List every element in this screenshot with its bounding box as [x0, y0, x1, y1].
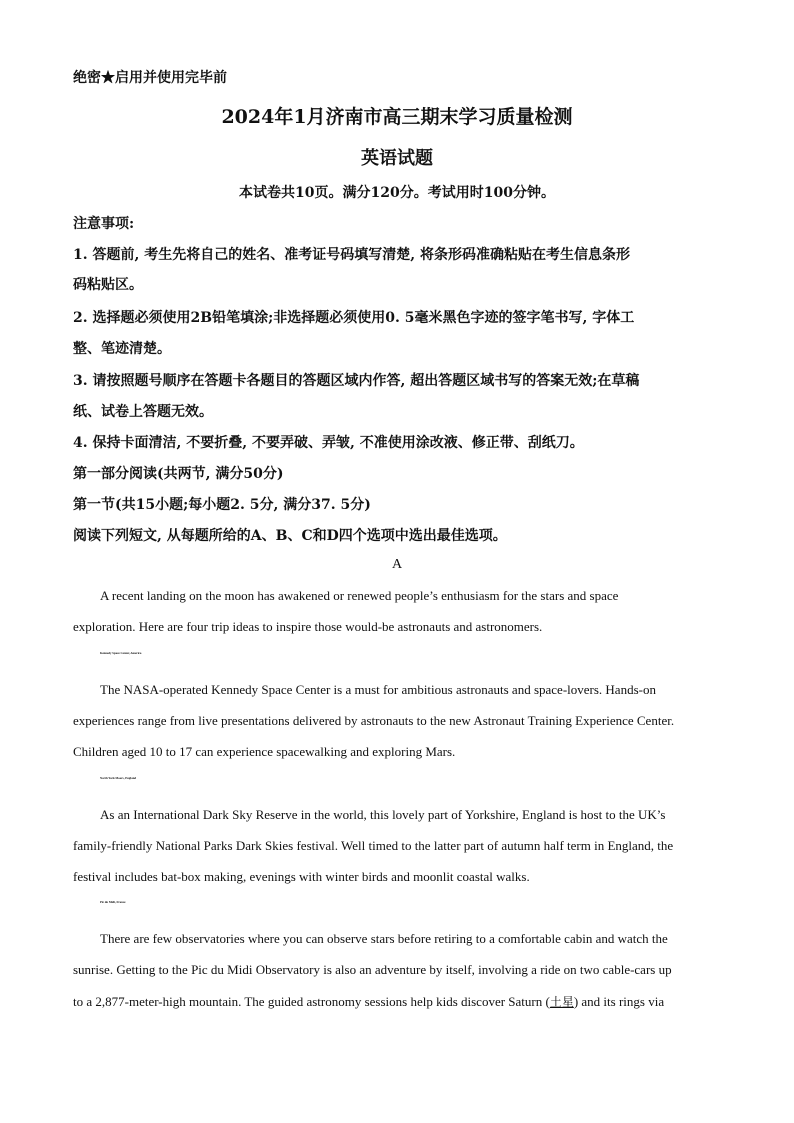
note-3-line-1: 3. 请按照题号顺序在答题卡各题目的答题区域内作答, 超出答题区域书写的答案无效;在草稿	[73, 373, 640, 389]
pic-du-midi-line-1: There are few observatories where you can observe stars before retiring to a comfortable cabin and watch the	[100, 931, 668, 946]
note-2-line-1: 2. 选择题必须使用2B铅笔填涂;非选择题必须使用0. 5毫米黑色字迹的签字笔书写, 字体工	[73, 310, 635, 326]
notes-heading: 注意事项:	[73, 216, 135, 232]
exam-title: 2024年1月济南市高三期末学习质量检测	[221, 106, 573, 128]
north-york-line-3: festival includes bat-box making, evenings with winter birds and moonlit coastal walks.	[73, 869, 530, 884]
note-1-line-2: 码粘贴区。	[73, 277, 143, 293]
note-3-line-2: 纸、试卷上答题无效。	[73, 404, 213, 420]
intro-line-1: A recent landing on the moon has awakened or renewed people’s enthusiasm for the stars and space	[100, 588, 619, 603]
heading-pic-du-midi: Pic du Midi, France	[100, 900, 126, 904]
kennedy-line-3: Children aged 10 to 17 can experience spacewalking and exploring Mars.	[73, 744, 456, 759]
north-york-line-1: As an International Dark Sky Reserve in the world, this lovely part of Yorkshire, England is host to the UK’s	[100, 807, 666, 822]
subject-title: 英语试题	[361, 148, 433, 169]
pic-du-midi-line-2: sunrise. Getting to the Pic du Midi Observatory is also an adventure by itself, involving a ride on two cable-cars up	[73, 962, 672, 977]
passage-letter: A	[391, 557, 403, 572]
confidential-label: 绝密★启用并使用完毕前	[73, 70, 227, 86]
part-1-heading: 第一部分阅读(共两节, 满分50分)	[73, 466, 284, 482]
north-york-line-2: family-friendly National Parks Dark Skies festival. Well timed to the latter part of autumn half term in England, the	[73, 838, 674, 853]
heading-kennedy: Kennedy Space Center, America	[100, 651, 142, 655]
intro-line-2: exploration. Here are four trip ideas to inspire those would-be astronauts and astronomers.	[73, 619, 543, 634]
exam-info: 本试卷共10页。满分120分。考试用时100分钟。	[239, 185, 555, 201]
saturn-gloss: 土星	[549, 995, 574, 1009]
note-1-line-1: 1. 答题前, 考生先将自己的姓名、准考证号码填写清楚, 将条形码准确粘贴在考生信息条形	[73, 247, 630, 263]
kennedy-line-1: The NASA-operated Kennedy Space Center is a must for ambitious astronauts and space-lovers. Hands-on	[100, 682, 656, 697]
kennedy-line-2: experiences range from live presentations delivered by astronauts to the new Astronaut Training Experience Center.	[73, 713, 675, 728]
note-4: 4. 保持卡面清洁, 不要折叠, 不要弄破、弄皱, 不准使用涂改液、修正带、刮纸刀。	[73, 435, 584, 451]
note-2-line-2: 整、笔迹清楚。	[73, 341, 171, 357]
reading-instruction: 阅读下列短文, 从每题所给的A、B、C和D四个选项中选出最佳选项。	[73, 528, 507, 544]
section-1-heading: 第一节(共15小题;每小题2. 5分, 满分37. 5分)	[73, 497, 371, 513]
heading-north-york: North York Moors, England	[100, 776, 137, 780]
pic-du-midi-line-3-pre: to a 2,877-meter-high mountain. The guided astronomy sessions help kids discover Saturn (	[73, 994, 550, 1009]
pic-du-midi-line-3-post: ) and its rings via	[573, 994, 665, 1009]
pic-du-midi-line-3	[73, 993, 723, 1010]
